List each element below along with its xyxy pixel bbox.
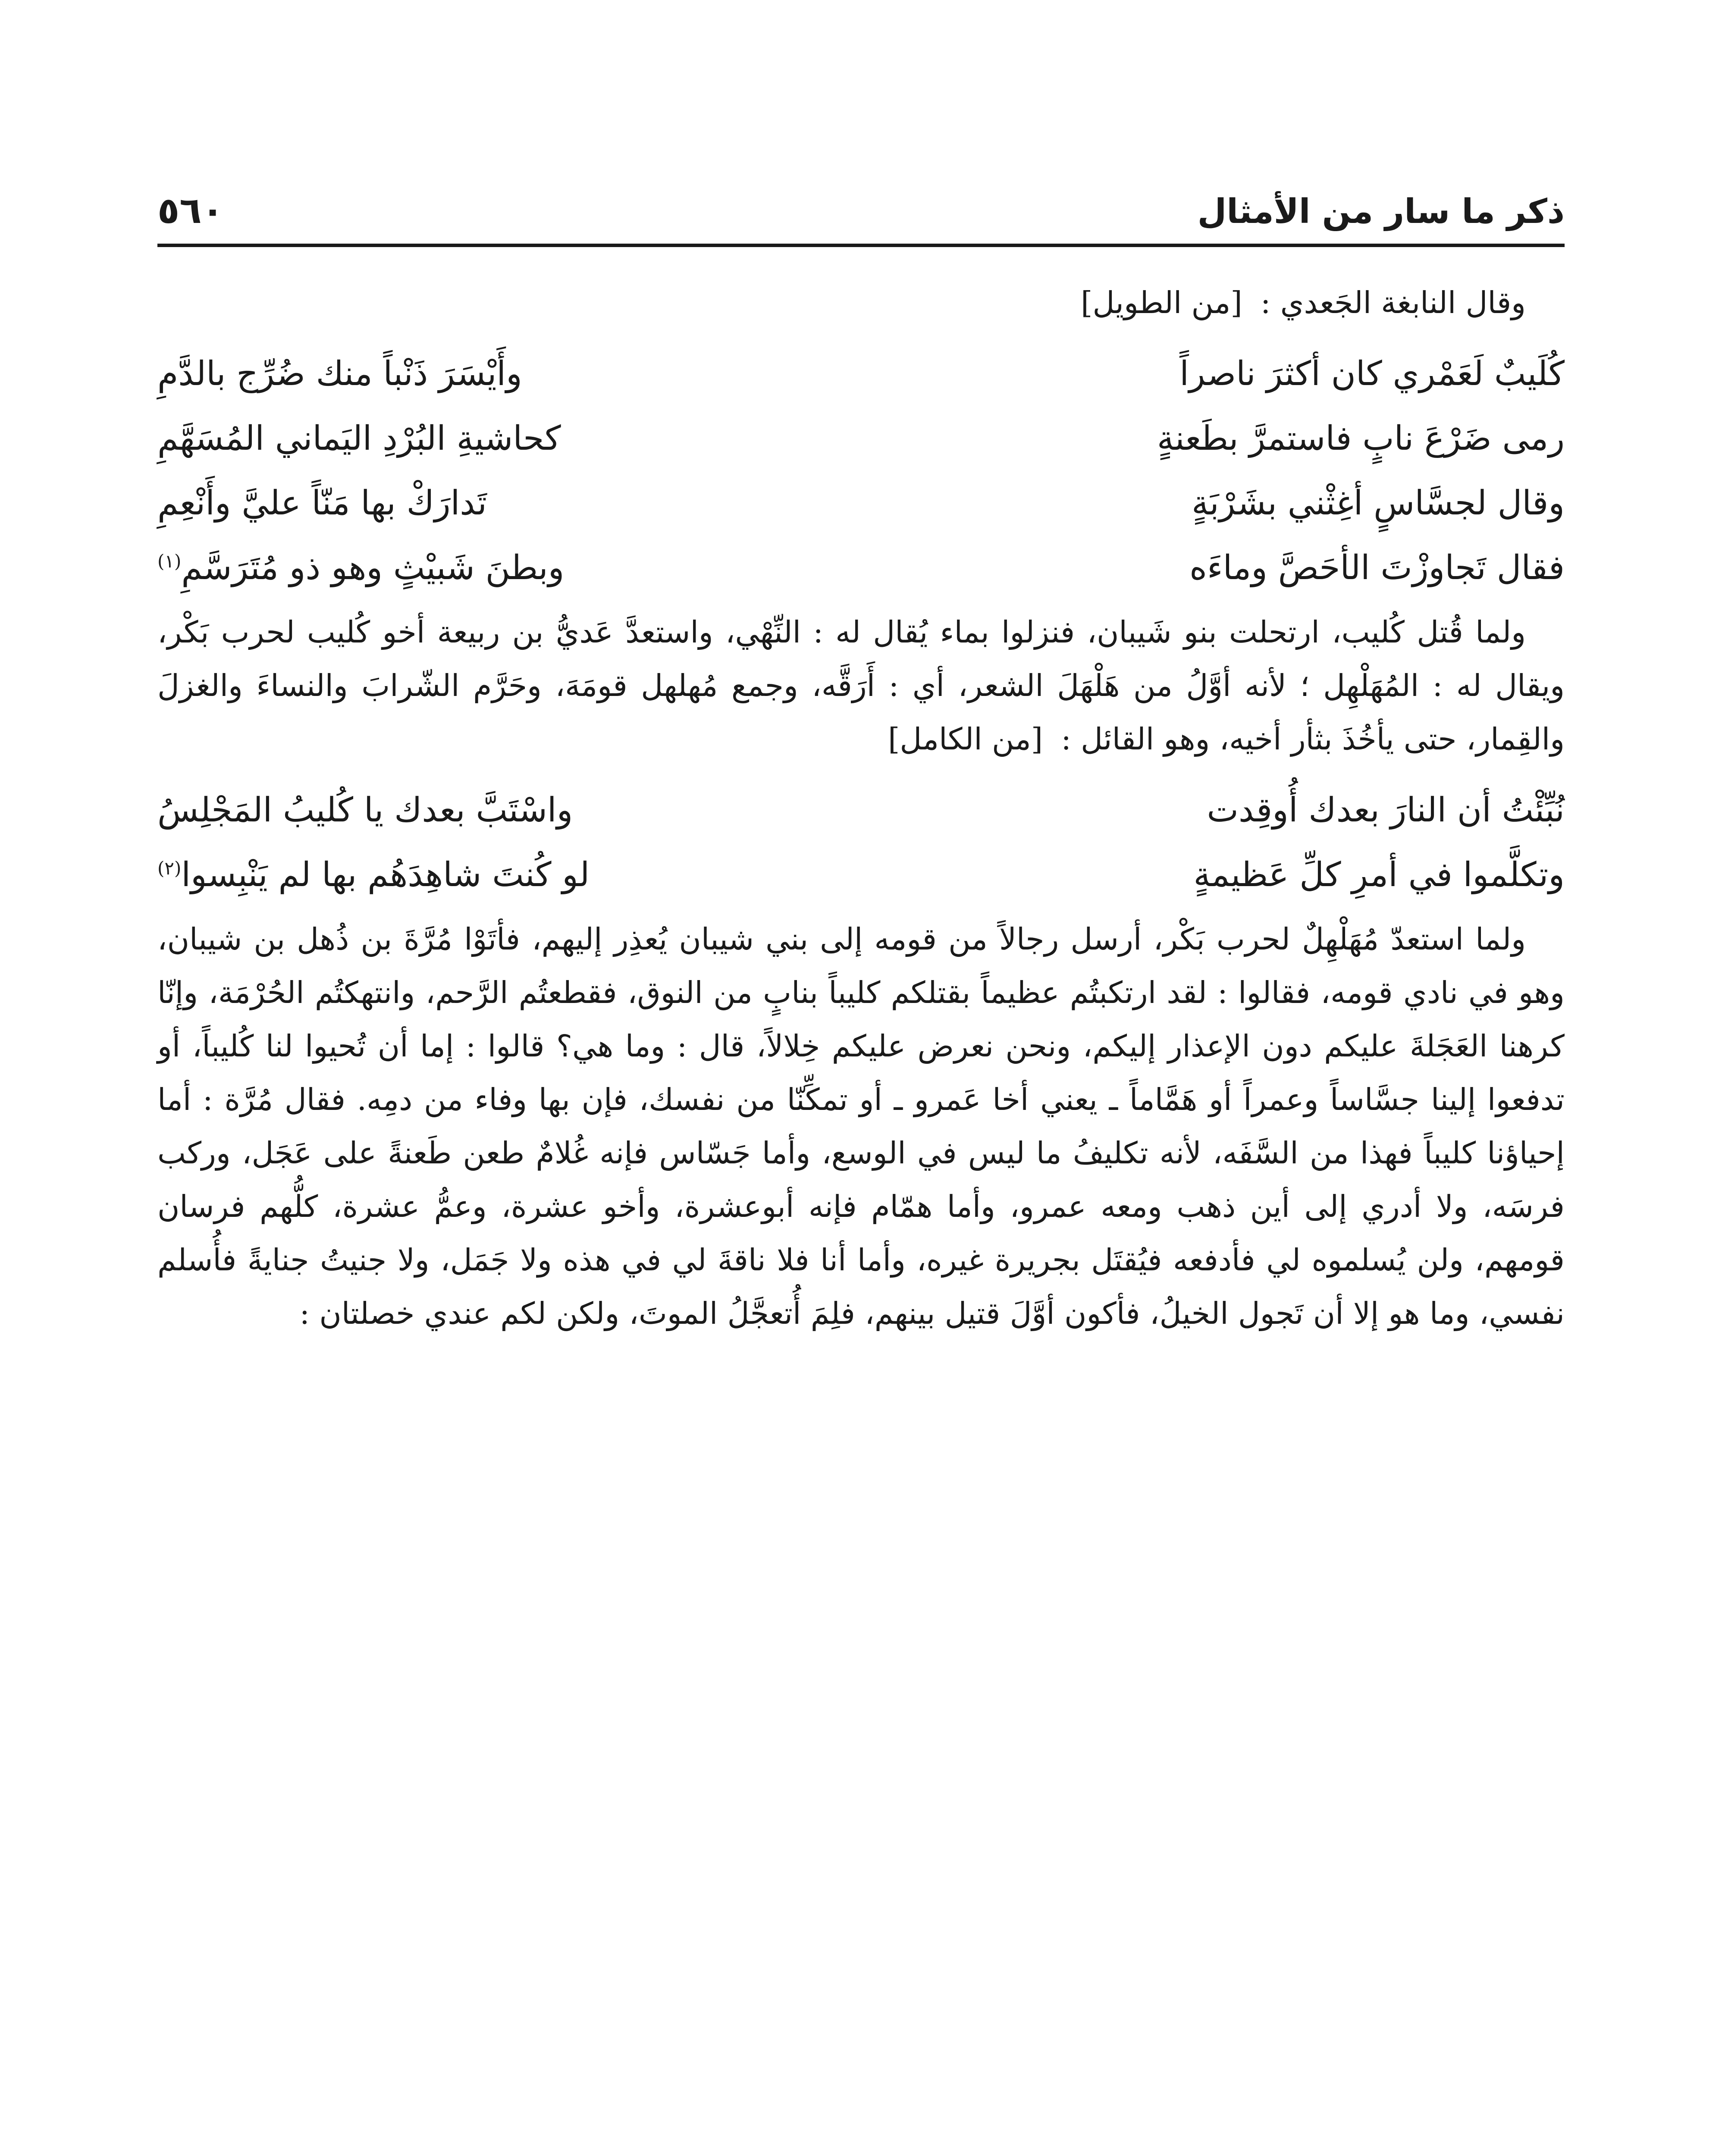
first-hemistich: نُبِّئْتُ أن النارَ بعدك أُوقِدت	[1207, 791, 1565, 830]
verse	[157, 843, 1565, 907]
verse	[157, 406, 1565, 471]
main-text	[157, 276, 1565, 1340]
first-hemistich: فقال تَجاوزْتَ الأحَصَّ وماءَه	[1189, 548, 1565, 587]
paragraph: ولما استعدّ مُهَلْهِلٌ لحرب بَكْر، أرسل رجالاً من قومه إلى بني شيبان يُعذِر إليهم، فأتَوْا مُرَّةَ بن ذُهل بن شيبان، وهو في نادي قومه، فقالوا : لقد ارتكبتُم عظيماً بقتلكم كليباً بنابٍ من النوق، فقطعتُم الرَّحم، وانتهكتُم الحُرْمَة، وإنّا كرهنا العَجَلةَ عليكم دون الإعذار إليكم، ونحن نعرض عليكم خِلالاً، قال : وما هي؟ قالوا : إما أن تُحيوا لنا كُليباً، أو تدفعوا إلينا جسَّاساً وعمراً أو هَمَّاماً ـ يعني أخا عَمرو ـ أو تمكِّنّا من نفسك، فإن بها وفاء من دمِه. فقال مُرَّة : أما إحياؤنا كليباً فهذا من السَّفَه، لأنه تكليفُ ما ليس في الوسع، وأما جَسّاس فإنه غُلامٌ طعن طَعنةً على عَجَل، وركب فرسَه، ولا أدري إلى أين ذهب ومعه عمرو، وأما همّام فإنه أبوعشرة، وأخو عشرة، وعمُّ عشرة، كلُّهم فرسان قومهم، ولن يُسلموه لي فأدفعه فيُقتَل بجريرة غيره، وأما أنا فلا ناقةَ لي في هذه ولا جَمَل، ولا جنيتُ جنايةً فأُسلم نفسي، وما هو إلا أن تَجول الخيلُ، فأكون أوَّلَ قتيل بينهم، فلِمَ أُتعجَّلُ الموتَ، ولكن لكم عندي خصلتان :	[157, 921, 1565, 1331]
chapter-title: ذكر ما سار من الأمثال	[1197, 192, 1565, 231]
second-hemistich	[157, 848, 856, 902]
verse	[157, 778, 1565, 843]
paragraph-text: ولما قُتل كُليب، ارتحلت بنو شَيبان، فنزلوا بماء يُقال له : النِّهْي، واستعدَّ عَديُّ بن ربيعة أخو كُليب لحرب بَكْر، ويقال له : المُهَلْهِل ؛ لأنه أوَّلُ من هَلْهَلَ الشعر، أي : أَرَقَّه، وجمع مُهلهل قومَهَ، وحَرَّم الشّرابَ والنساءَ والغزلَ والقِمار، حتى يأخُذَ بثأر أخيه، وهو القائل :	[157, 614, 1565, 757]
page-number: ٥٦٠	[157, 189, 224, 232]
footnote-ref: (١)	[157, 551, 182, 572]
poem-intro	[157, 276, 1565, 329]
intro-text: وقال النابغة الجَعدي :	[1260, 285, 1526, 320]
second-hemistich	[157, 476, 856, 530]
first-hemistich: رمى ضَرْعَ نابٍ فاستمرَّ بطَعنةٍ	[1157, 419, 1565, 458]
hemistich-text: تَدارَكْ بها مَنّاً عليَّ وأَنْعِمِ	[157, 484, 487, 523]
second-hemistich	[157, 541, 856, 595]
hemistich-text: وبطنَ شَبيْثٍ وهو ذو مُتَرَسَّمِ	[181, 548, 565, 587]
running-header	[157, 164, 1565, 232]
paragraph	[157, 605, 1565, 766]
first-hemistich: كُلَيبٌ لَعَمْري كان أكثرَ ناصراً	[1179, 354, 1565, 393]
hemistich-text: وأَيْسَرَ ذَنْباً منك ضُرِّج بالدَّمِ	[157, 354, 522, 393]
verse	[157, 536, 1565, 600]
hemistich-text: كحاشيةِ البُرْدِ اليَماني المُسَهَّمِ	[157, 419, 561, 458]
footnote-ref: (٢)	[157, 858, 182, 879]
second-hemistich	[157, 412, 856, 465]
first-hemistich: وتكلَّموا في أمرِ كلِّ عَظيمةٍ	[1193, 856, 1565, 894]
first-hemistich: وقال لجسَّاسٍ أغِثْني بشَرْبَةٍ	[1192, 484, 1565, 523]
hemistich-text: واسْتَبَّ بعدك يا كُليبُ المَجْلِسُ	[157, 791, 573, 830]
poem-nabigha	[157, 342, 1565, 600]
meter-label: [من الكامل]	[888, 721, 1043, 757]
hemistich-text: لو كُنتَ شاهِدَهُم بها لم يَنْبِسوا	[181, 856, 590, 894]
header-rule	[157, 244, 1565, 247]
poem-muhalhil	[157, 778, 1565, 907]
second-hemistich	[157, 347, 856, 401]
second-hemistich	[157, 783, 856, 837]
verse	[157, 471, 1565, 536]
meter-label: [من الطويل]	[1081, 285, 1242, 320]
verse	[157, 342, 1565, 406]
